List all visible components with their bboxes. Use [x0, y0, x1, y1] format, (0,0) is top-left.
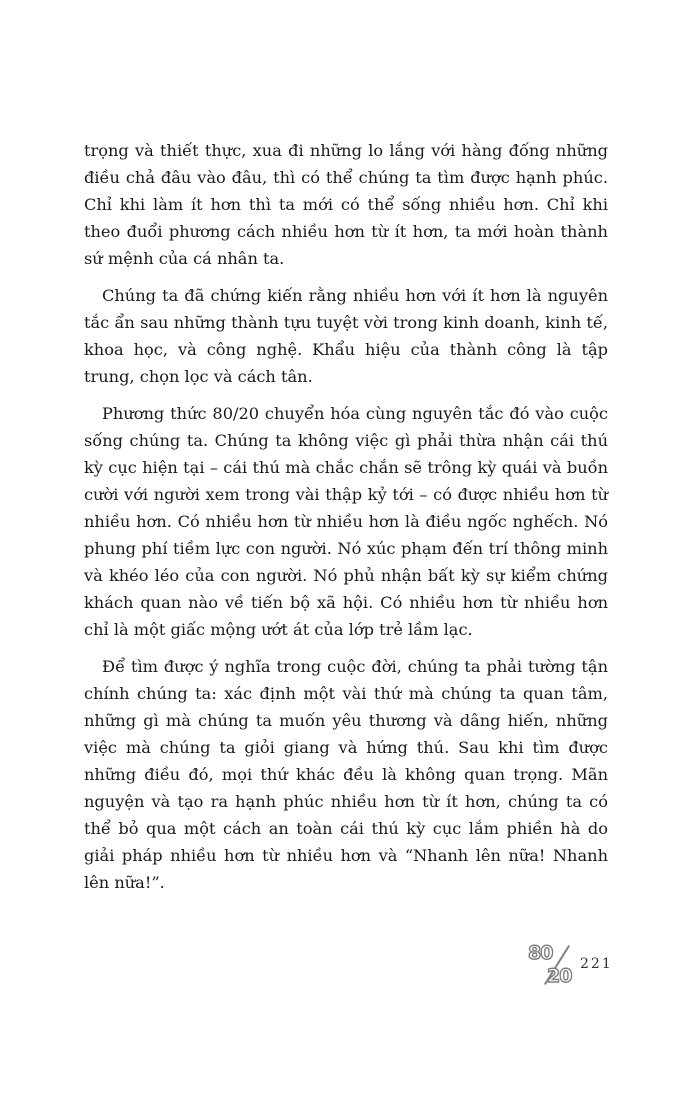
- paragraph: Phương thức 80/20 chuyển hóa cùng nguyên tắc đó vào cuộc sống chúng ta. Chúng ta không việc gì phải thừa nhận cái thú kỳ cục hiện tại – cái thú mà chắc chắn sẽ trông kỳ quái và buồn cười với người xem trong vài thập kỷ tới – có được nhiều hơn từ nhiều hơn. Có nhiều hơn từ nhiều hơn là điều ngốc nghếch. Nó phung phí tiềm lực con người. Nó xúc phạm đến trí thông minh và khéo léo của con người. Nó phủ nhận bất kỳ sự kiểm chứng khách quan nào về tiến bộ xã hội. Có nhiều hơn từ nhiều hơn chỉ là một giấc mộng ướt át của lớp trẻ lầm lạc.: [84, 404, 608, 639]
- body-text: [84, 137, 608, 906]
- paragraph-continuation: trọng và thiết thực, xua đi những lo lắng với hàng đống những điều chả đâu vào đâu, thì có thể chúng ta tìm được hạnh phúc. Chỉ khi làm ít hơn thì ta mới có thể sống nhiều hơn. Chỉ khi theo đuổi phương cách nhiều hơn từ ít hơn, ta mới hoàn thành sứ mệnh của cá nhân ta.: [84, 141, 608, 268]
- logo-number-top: 80: [528, 942, 553, 964]
- paragraph: Để tìm được ý nghĩa trong cuộc đời, chúng ta phải tường tận chính chúng ta: xác định một vài thứ mà chúng ta quan tâm, những gì mà chúng ta muốn yêu thương và dâng hiến, những việc mà chúng ta giỏi giang và hứng thú. Sau khi tìm được những điều đó, mọi thứ khác đều là không quan trọng. Mãn nguyện và tạo ra hạnh phúc nhiều hơn từ ít hơn, chúng ta có thể bỏ qua một cách an toàn cái thú kỳ cục lắm phiền hà do giải pháp nhiều hơn từ nhiều hơn và “Nhanh lên nữa! Nhanh lên nữa!”.: [84, 657, 608, 892]
- paragraph: Chúng ta đã chứng kiến rằng nhiều hơn với ít hơn là nguyên tắc ẩn sau những thành tựu tuyệt vời trong kinh doanh, kinh tế, khoa học, và công nghệ. Khẩu hiệu của thành công là tập trung, chọn lọc và cách tân.: [84, 286, 608, 386]
- page-number: 221: [580, 956, 613, 972]
- logo-number-bottom: 20: [547, 965, 572, 987]
- book-logo: [526, 940, 574, 992]
